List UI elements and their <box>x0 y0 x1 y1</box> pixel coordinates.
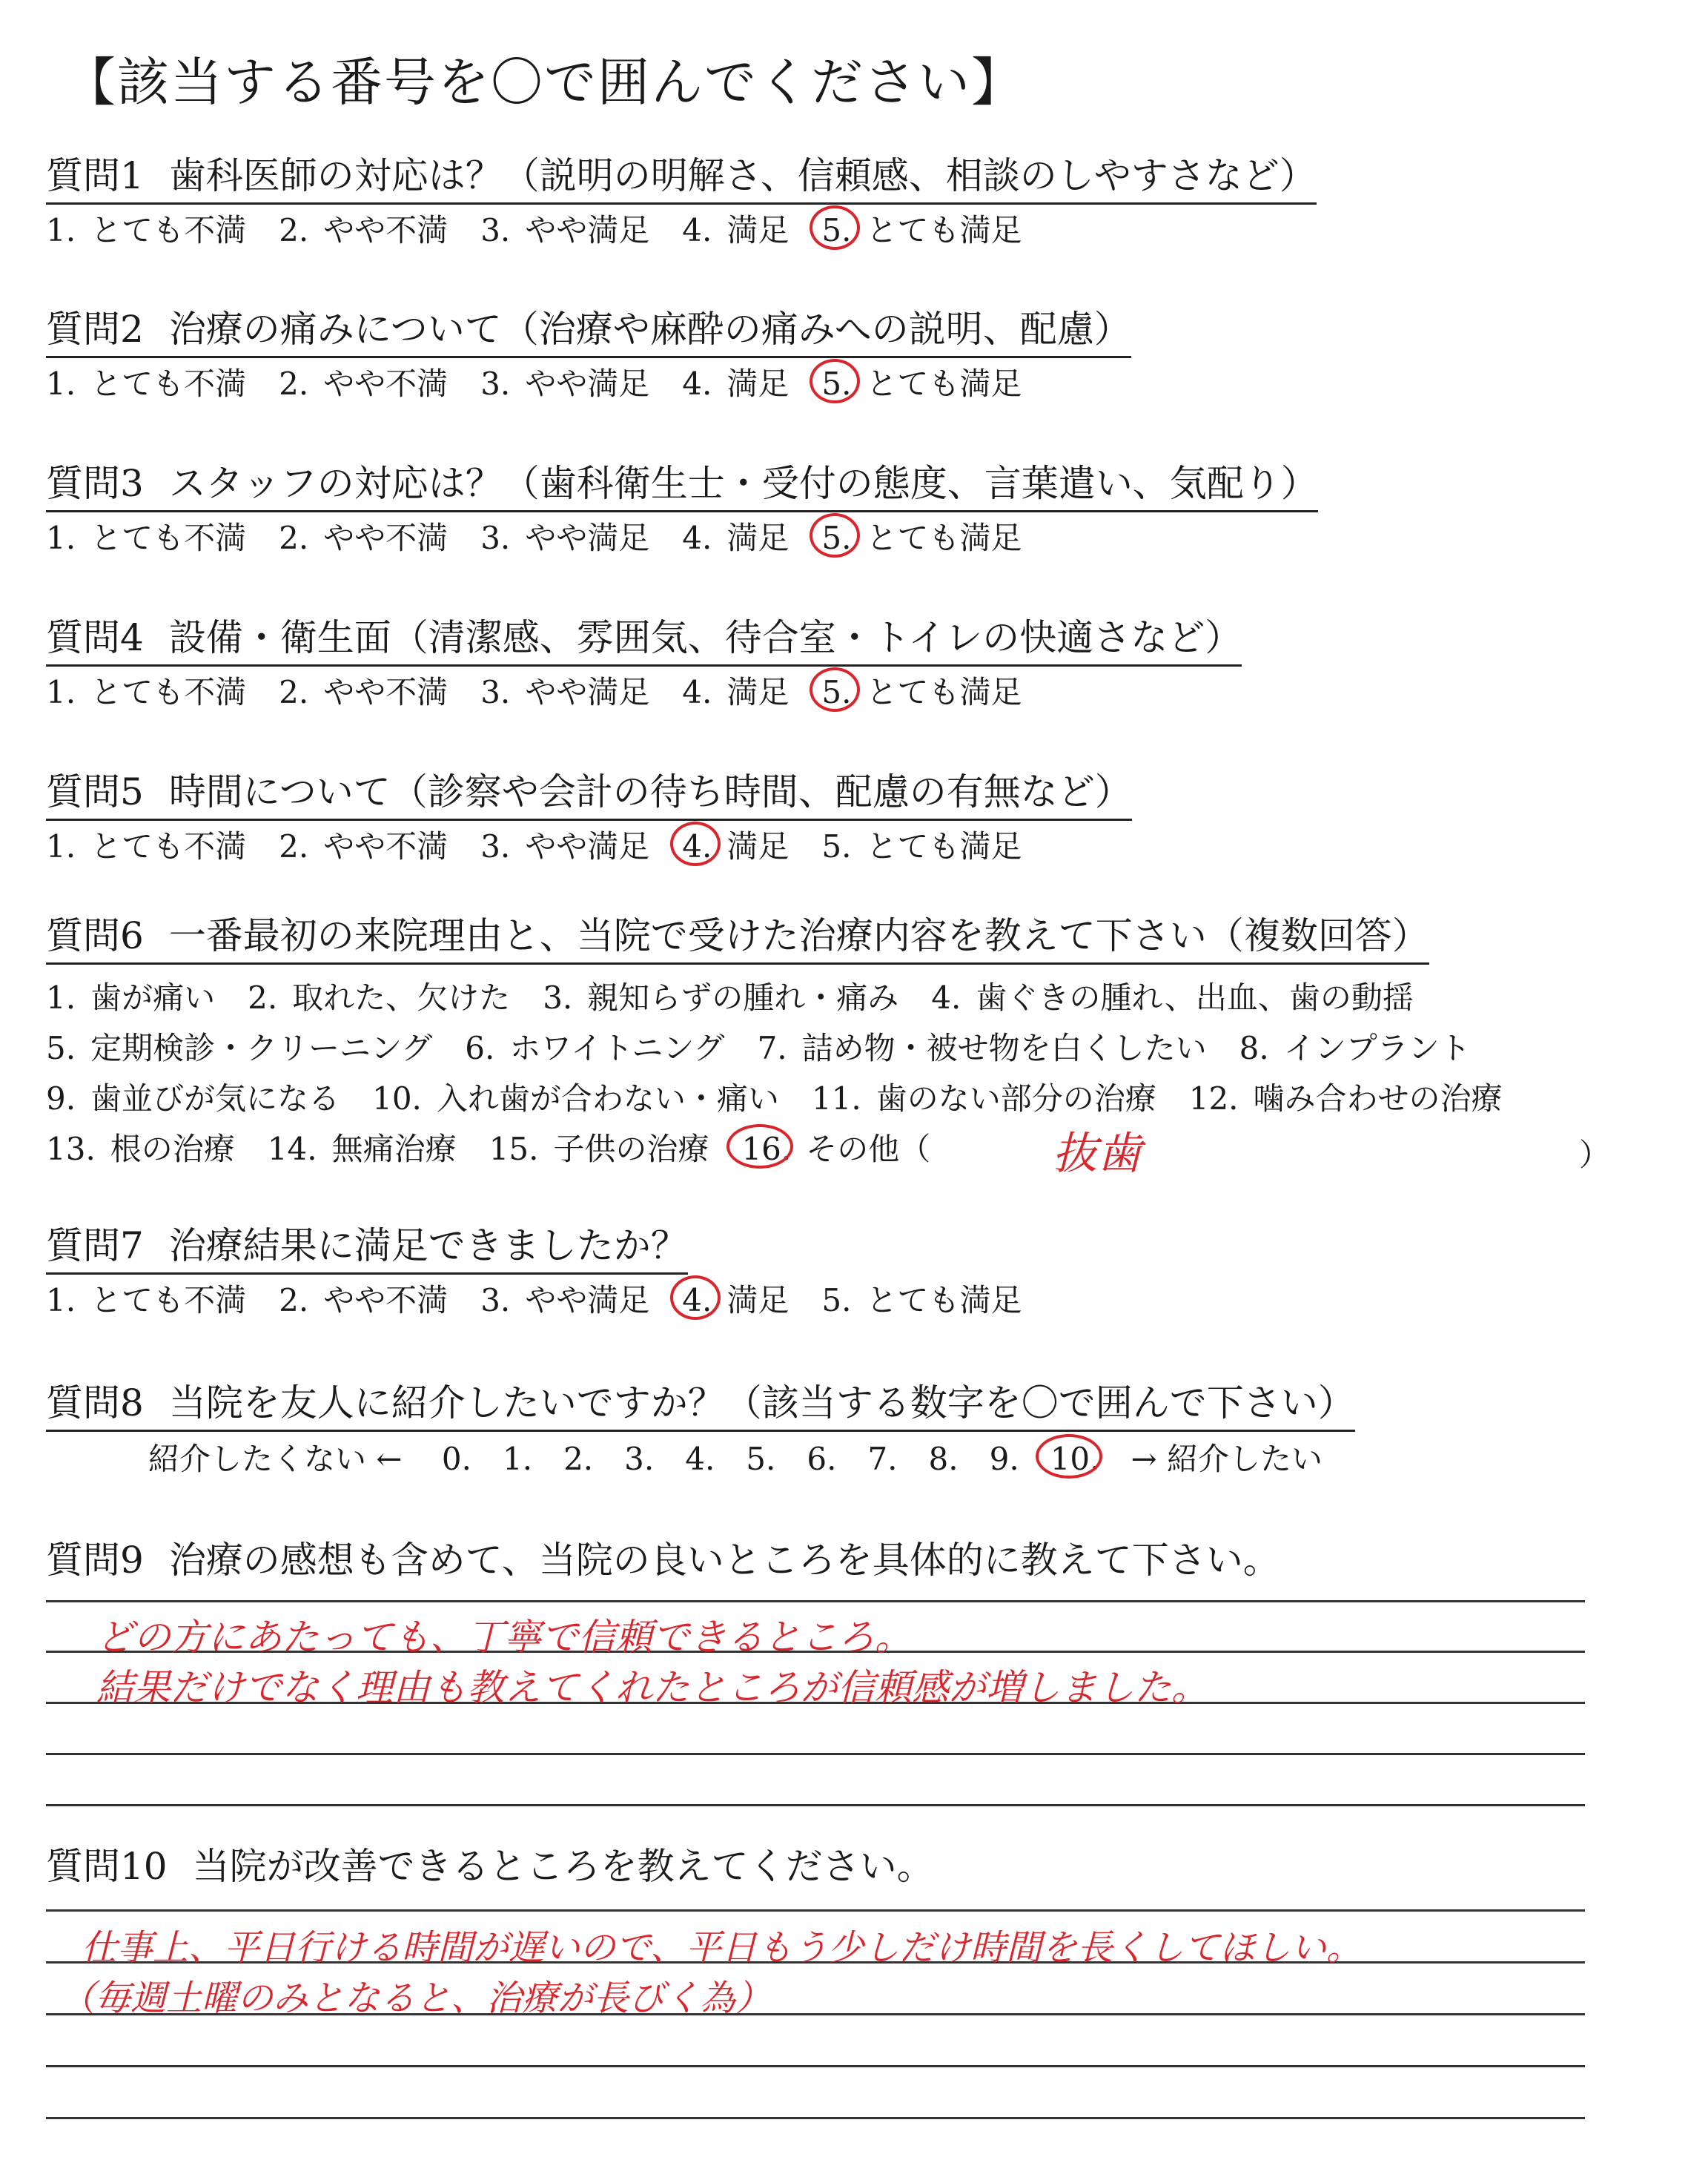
option-number-text: 2. <box>279 1282 309 1318</box>
question-7-heading <box>46 1222 688 1275</box>
option-number <box>543 977 572 1019</box>
option-2[interactable] <box>279 826 448 868</box>
options-q2 <box>46 363 1054 405</box>
option-label: 満足 <box>726 1282 790 1318</box>
scale-option[interactable] <box>990 1439 1019 1480</box>
scale-option[interactable] <box>867 1439 897 1480</box>
options-q1 <box>46 210 1054 251</box>
option-number-text: 1. <box>46 674 76 710</box>
option-2[interactable] <box>279 1280 448 1321</box>
option-4[interactable] <box>682 518 789 559</box>
question-4-heading <box>46 614 1242 667</box>
scale-option[interactable] <box>442 1439 471 1480</box>
option-number <box>990 1439 1019 1480</box>
option-label: やや満足 <box>525 366 650 402</box>
option-label: 親知らずの腫れ・痛み <box>587 980 899 1016</box>
question-text: 治療結果に満足できましたか？ <box>168 1224 688 1267</box>
option-5[interactable] <box>821 210 1022 251</box>
option-number-text: 2. <box>279 520 309 556</box>
q6-option[interactable] <box>931 977 1414 1019</box>
option-1[interactable] <box>46 210 246 251</box>
option-1[interactable] <box>46 1280 246 1321</box>
q9-answer-1: どの方にあたっても、丁寧で信頼できるところ。 <box>96 1616 912 1659</box>
question-number: 質問10 <box>46 1845 168 1888</box>
option-number <box>1189 1078 1239 1120</box>
option-number-text: 1. <box>46 828 76 865</box>
answer-line <box>46 1600 1585 1602</box>
option-number-text: 16. <box>741 1131 792 1167</box>
option-label: やや不満 <box>323 828 448 865</box>
option-label: やや満足 <box>525 212 650 248</box>
option-label: 満足 <box>726 212 790 248</box>
option-number <box>46 1028 76 1069</box>
option-number <box>821 210 851 251</box>
scale-option[interactable] <box>1050 1439 1100 1480</box>
selection-circle <box>670 822 721 866</box>
option-4[interactable] <box>682 1280 789 1321</box>
option-number <box>758 1028 787 1069</box>
options-q4 <box>46 672 1054 713</box>
option-label: 定期検診・クリーニング <box>90 1030 433 1066</box>
option-number-text: 2. <box>279 366 309 402</box>
option-3[interactable] <box>480 363 649 405</box>
scale-option[interactable] <box>563 1439 593 1480</box>
option-1[interactable] <box>46 826 246 868</box>
scale-option[interactable] <box>685 1439 715 1480</box>
option-number <box>563 1439 593 1480</box>
option-number-text: 4. <box>682 520 712 556</box>
option-label: とても不満 <box>90 674 247 710</box>
option-label: 噛み合わせの治療 <box>1253 1080 1503 1117</box>
scale-option[interactable] <box>929 1439 959 1480</box>
question-10-heading <box>46 1843 934 1893</box>
option-number <box>279 210 308 251</box>
options-q7 <box>46 1280 1054 1321</box>
question-text: 歯科医師の対応は？（説明の明解さ、信頼感、相談のしやすさなど） <box>168 154 1317 197</box>
option-label: とても不満 <box>90 366 247 402</box>
option-label: やや不満 <box>323 674 448 710</box>
question-9-heading <box>46 1536 1280 1587</box>
option-label: やや満足 <box>525 828 650 865</box>
option-5[interactable] <box>821 363 1022 405</box>
option-number <box>46 1129 96 1170</box>
option-1[interactable] <box>46 363 246 405</box>
option-number <box>624 1439 654 1480</box>
selection-circle <box>1036 1434 1102 1479</box>
option-number-text: 4. <box>931 980 961 1016</box>
option-number <box>821 518 851 559</box>
q10-answer-1: 仕事上、平日行ける時間が遅いので、平日もう少しだけ時間を長くしてほしい。 <box>82 1927 1363 1969</box>
question-6-heading <box>46 912 1429 965</box>
option-5[interactable] <box>821 1280 1022 1321</box>
question-number: 質問1 <box>46 154 144 197</box>
question-text: スタッフの対応は？（歯科衛生士・受付の態度、言葉遣い、気配り） <box>168 462 1318 505</box>
answer-line <box>46 2117 1585 2119</box>
option-number <box>480 518 510 559</box>
option-number-text: 2. <box>279 212 309 248</box>
page-title: 【該当する番号を〇で囲んでください】 <box>64 52 1025 113</box>
option-number <box>46 518 76 559</box>
close-paren: ） <box>1579 1137 1611 1173</box>
option-label: 入れ歯が合わない・痛い <box>436 1080 779 1117</box>
q6-option[interactable] <box>758 1028 1207 1069</box>
scale-option[interactable] <box>503 1439 532 1480</box>
option-3[interactable] <box>480 518 649 559</box>
option-label: やや不満 <box>323 520 448 556</box>
selection-circle <box>810 205 860 250</box>
option-label: とても満足 <box>866 366 1022 402</box>
option-label: とても不満 <box>90 1282 247 1318</box>
option-label: 詰め物・被せ物を白くしたい <box>801 1030 1207 1066</box>
q6-option[interactable] <box>248 977 510 1019</box>
option-label: 満足 <box>726 520 790 556</box>
scale-left-label: 紹介したくない ← <box>148 1441 403 1477</box>
question-number: 質問8 <box>46 1381 144 1424</box>
selection-circle <box>810 359 860 403</box>
option-label: とても不満 <box>90 212 247 248</box>
option-number-text: 5. <box>821 674 852 710</box>
option-number-text: 4. <box>682 366 712 402</box>
q6-row-4 <box>46 1129 963 1170</box>
option-number <box>268 1129 317 1170</box>
option-label: とても満足 <box>866 212 1022 248</box>
option-number-text: 8. <box>1239 1030 1269 1066</box>
option-label: とても満足 <box>866 1282 1022 1318</box>
option-label: インプラント <box>1283 1030 1471 1066</box>
q6-option[interactable] <box>46 1078 340 1120</box>
question-number: 質問3 <box>46 462 144 505</box>
option-2[interactable] <box>279 210 448 251</box>
option-number-text: 3. <box>480 366 511 402</box>
option-number-text: 4. <box>682 828 712 865</box>
option-number <box>685 1439 715 1480</box>
option-label: 根の治療 <box>110 1131 235 1167</box>
q9-answer-2: 結果だけでなく理由も教えてくれたところが信頼感が増しました。 <box>96 1666 1208 1709</box>
option-4[interactable] <box>682 826 789 868</box>
option-number-text: 12. <box>1188 1080 1239 1117</box>
q6-option[interactable] <box>268 1129 457 1170</box>
question-number: 質問6 <box>46 914 144 957</box>
option-number-text: 2. <box>248 980 278 1016</box>
scale-option[interactable] <box>624 1439 654 1480</box>
option-number-text: 5. <box>821 1282 852 1318</box>
option-3[interactable] <box>480 1280 649 1321</box>
option-label: とても満足 <box>866 520 1022 556</box>
selection-circle <box>726 1124 793 1169</box>
question-number: 質問5 <box>46 770 144 813</box>
option-number-text: 1. <box>46 520 76 556</box>
option-number <box>682 826 712 868</box>
q6-option[interactable] <box>741 1129 930 1170</box>
option-4[interactable] <box>682 210 789 251</box>
option-number-text: 7. <box>867 1441 898 1477</box>
option-label: 無痛治療 <box>331 1131 457 1167</box>
option-number <box>480 826 510 868</box>
option-number <box>929 1439 959 1480</box>
option-number-text: 5. <box>746 1441 776 1477</box>
answer-line <box>46 1909 1585 1912</box>
answer-line <box>46 1804 1585 1806</box>
option-label: 満足 <box>726 674 790 710</box>
option-3[interactable] <box>480 210 649 251</box>
question-number: 質問9 <box>46 1539 144 1582</box>
option-number-text: 14. <box>267 1131 317 1167</box>
option-number <box>682 1280 712 1321</box>
option-number <box>279 518 308 559</box>
option-number-text: 5. <box>821 520 852 556</box>
option-label: 歯のない部分の治療 <box>875 1080 1156 1117</box>
option-label: やや不満 <box>323 1282 448 1318</box>
q6-option[interactable] <box>489 1129 709 1170</box>
question-number: 質問4 <box>46 616 144 659</box>
option-number-text: 2. <box>279 828 309 865</box>
option-number <box>741 1129 791 1170</box>
option-number-text: 2. <box>563 1441 594 1477</box>
option-number <box>1050 1439 1100 1480</box>
option-number <box>480 363 510 405</box>
question-5-heading <box>46 768 1132 821</box>
option-number-text: 1. <box>46 1282 76 1318</box>
option-number-text: 9. <box>46 1080 76 1117</box>
selection-circle <box>810 667 860 712</box>
option-label: とても不満 <box>90 828 247 865</box>
option-number <box>279 672 308 713</box>
option-number-text: 4. <box>685 1441 715 1477</box>
selection-circle <box>810 513 860 558</box>
option-number <box>46 826 76 868</box>
option-number <box>746 1439 775 1480</box>
question-2-heading <box>46 305 1131 358</box>
question-text: 治療の感想も含めて、当院の良いところを具体的に教えて下さい。 <box>168 1539 1280 1582</box>
option-number-text: 15. <box>489 1131 539 1167</box>
option-number <box>821 363 851 405</box>
question-text: 一番最初の来院理由と、当院で受けた治療内容を教えて下さい（複数回答） <box>168 914 1429 957</box>
scale-right-label: → 紹介したい <box>1131 1441 1323 1477</box>
option-label: やや満足 <box>525 1282 650 1318</box>
question-1-heading <box>46 152 1317 205</box>
q10-answer-2: （毎週土曜のみとなると、治療が長びく為） <box>59 1978 772 2019</box>
other-answer: 抜歯 <box>1053 1128 1142 1180</box>
option-number <box>867 1439 897 1480</box>
option-5[interactable] <box>821 672 1022 713</box>
option-label: 満足 <box>726 366 790 402</box>
option-number <box>931 977 961 1019</box>
option-2[interactable] <box>279 672 448 713</box>
option-number-text: 1. <box>502 1441 533 1477</box>
option-number <box>465 1028 494 1069</box>
option-label: その他（ <box>806 1131 931 1167</box>
option-number <box>682 518 712 559</box>
answer-line <box>46 2065 1585 2067</box>
options-q3 <box>46 518 1054 559</box>
option-number <box>821 672 851 713</box>
option-label: とても満足 <box>866 828 1022 865</box>
option-number-text: 11. <box>811 1080 861 1117</box>
option-label: やや満足 <box>525 674 650 710</box>
option-number <box>682 210 712 251</box>
option-5[interactable] <box>821 518 1022 559</box>
option-number <box>46 1078 76 1120</box>
option-number <box>1239 1028 1269 1069</box>
option-number <box>442 1439 471 1480</box>
option-number-text: 6. <box>465 1030 495 1066</box>
option-number-text: 0. <box>441 1441 471 1477</box>
option-label: やや不満 <box>323 366 448 402</box>
recommend-scale <box>148 1439 1323 1480</box>
option-number <box>46 977 76 1019</box>
option-number-text: 5. <box>821 366 852 402</box>
option-number-text: 5. <box>46 1030 76 1066</box>
answer-line <box>46 1753 1585 1755</box>
question-8-heading <box>46 1379 1355 1432</box>
option-number <box>682 672 712 713</box>
option-label: 満足 <box>726 828 790 865</box>
question-text: 当院が改善できるところを教えてください。 <box>192 1845 934 1888</box>
option-number-text: 3. <box>480 212 511 248</box>
option-number-text: 4. <box>682 212 712 248</box>
scale-option[interactable] <box>807 1439 836 1480</box>
q6-row-1 <box>46 977 1446 1019</box>
option-3[interactable] <box>480 672 649 713</box>
option-number <box>821 826 851 868</box>
option-label: ホワイトニング <box>509 1030 725 1066</box>
option-number <box>807 1439 836 1480</box>
option-number-text: 10. <box>1050 1441 1100 1477</box>
option-4[interactable] <box>682 363 789 405</box>
option-number-text: 3. <box>543 980 573 1016</box>
option-label: 歯並びが気になる <box>90 1080 340 1117</box>
option-number <box>279 826 308 868</box>
q6-option[interactable] <box>812 1078 1156 1120</box>
option-number <box>248 977 277 1019</box>
options-q5 <box>46 826 1054 868</box>
option-3[interactable] <box>480 826 649 868</box>
option-number-text: 3. <box>624 1441 655 1477</box>
option-number-text: 5. <box>821 828 852 865</box>
option-number-text: 3. <box>480 520 511 556</box>
option-number <box>46 210 76 251</box>
option-number <box>812 1078 861 1120</box>
option-number-text: 1. <box>46 980 76 1016</box>
question-text: 設備・衛生面（清潔感、雰囲気、待合室・トイレの快適さなど） <box>168 616 1242 659</box>
option-number-text: 7. <box>757 1030 787 1066</box>
option-number-text: 1. <box>46 212 76 248</box>
q6-option[interactable] <box>543 977 898 1019</box>
question-3-heading <box>46 460 1318 512</box>
option-number <box>821 1280 851 1321</box>
option-number-text: 2. <box>279 674 309 710</box>
option-number <box>489 1129 539 1170</box>
option-number-text: 3. <box>480 674 511 710</box>
option-number-text: 10. <box>372 1080 422 1117</box>
option-label: 取れた、欠けた <box>292 980 511 1016</box>
option-number <box>46 672 76 713</box>
q6-option[interactable] <box>46 1129 235 1170</box>
option-number <box>480 672 510 713</box>
scale-option[interactable] <box>746 1439 775 1480</box>
option-1[interactable] <box>46 518 246 559</box>
q6-row-2 <box>46 1028 1503 1069</box>
question-text: 時間について（診察や会計の待ち時間、配慮の有無など） <box>168 770 1132 813</box>
option-number <box>46 1280 76 1321</box>
option-number <box>279 363 308 405</box>
option-number-text: 4. <box>682 1282 712 1318</box>
q6-option[interactable] <box>46 977 215 1019</box>
option-number-text: 1. <box>46 366 76 402</box>
option-label: やや不満 <box>323 212 448 248</box>
option-1[interactable] <box>46 672 246 713</box>
option-number-text: 8. <box>928 1441 959 1477</box>
selection-circle <box>670 1275 721 1320</box>
option-label: とても満足 <box>866 674 1022 710</box>
option-2[interactable] <box>279 518 448 559</box>
option-number <box>480 210 510 251</box>
option-number-text: 4. <box>682 674 712 710</box>
option-label: 歯ぐきの腫れ、出血、歯の動揺 <box>976 980 1414 1016</box>
question-text: 治療の痛みについて（治療や麻酔の痛みへの説明、配慮） <box>168 308 1131 351</box>
option-number <box>682 363 712 405</box>
option-label: やや満足 <box>525 520 650 556</box>
option-number-text: 13. <box>46 1131 96 1167</box>
q6-option[interactable] <box>46 1028 432 1069</box>
q6-row-3 <box>46 1078 1535 1120</box>
q6-option[interactable] <box>465 1028 724 1069</box>
option-label: 子供の治療 <box>553 1131 709 1167</box>
option-number-text: 3. <box>480 1282 511 1318</box>
q6-option[interactable] <box>1189 1078 1503 1120</box>
option-number-text: 5. <box>821 212 852 248</box>
question-number: 質問7 <box>46 1224 144 1267</box>
option-number <box>372 1078 422 1120</box>
option-2[interactable] <box>279 363 448 405</box>
option-number <box>46 363 76 405</box>
option-number <box>480 1280 510 1321</box>
option-number <box>279 1280 308 1321</box>
q6-option[interactable] <box>1239 1028 1471 1069</box>
option-number <box>503 1439 532 1480</box>
option-number-text: 6. <box>807 1441 837 1477</box>
option-4[interactable] <box>682 672 789 713</box>
option-label: 歯が痛い <box>90 980 216 1016</box>
q6-option[interactable] <box>372 1078 779 1120</box>
option-label: とても不満 <box>90 520 247 556</box>
question-text: 当院を友人に紹介したいですか？（該当する数字を〇で囲んで下さい） <box>168 1381 1355 1424</box>
option-5[interactable] <box>821 826 1022 868</box>
option-number-text: 3. <box>480 828 511 865</box>
option-number-text: 9. <box>989 1441 1019 1477</box>
question-number: 質問2 <box>46 308 144 351</box>
